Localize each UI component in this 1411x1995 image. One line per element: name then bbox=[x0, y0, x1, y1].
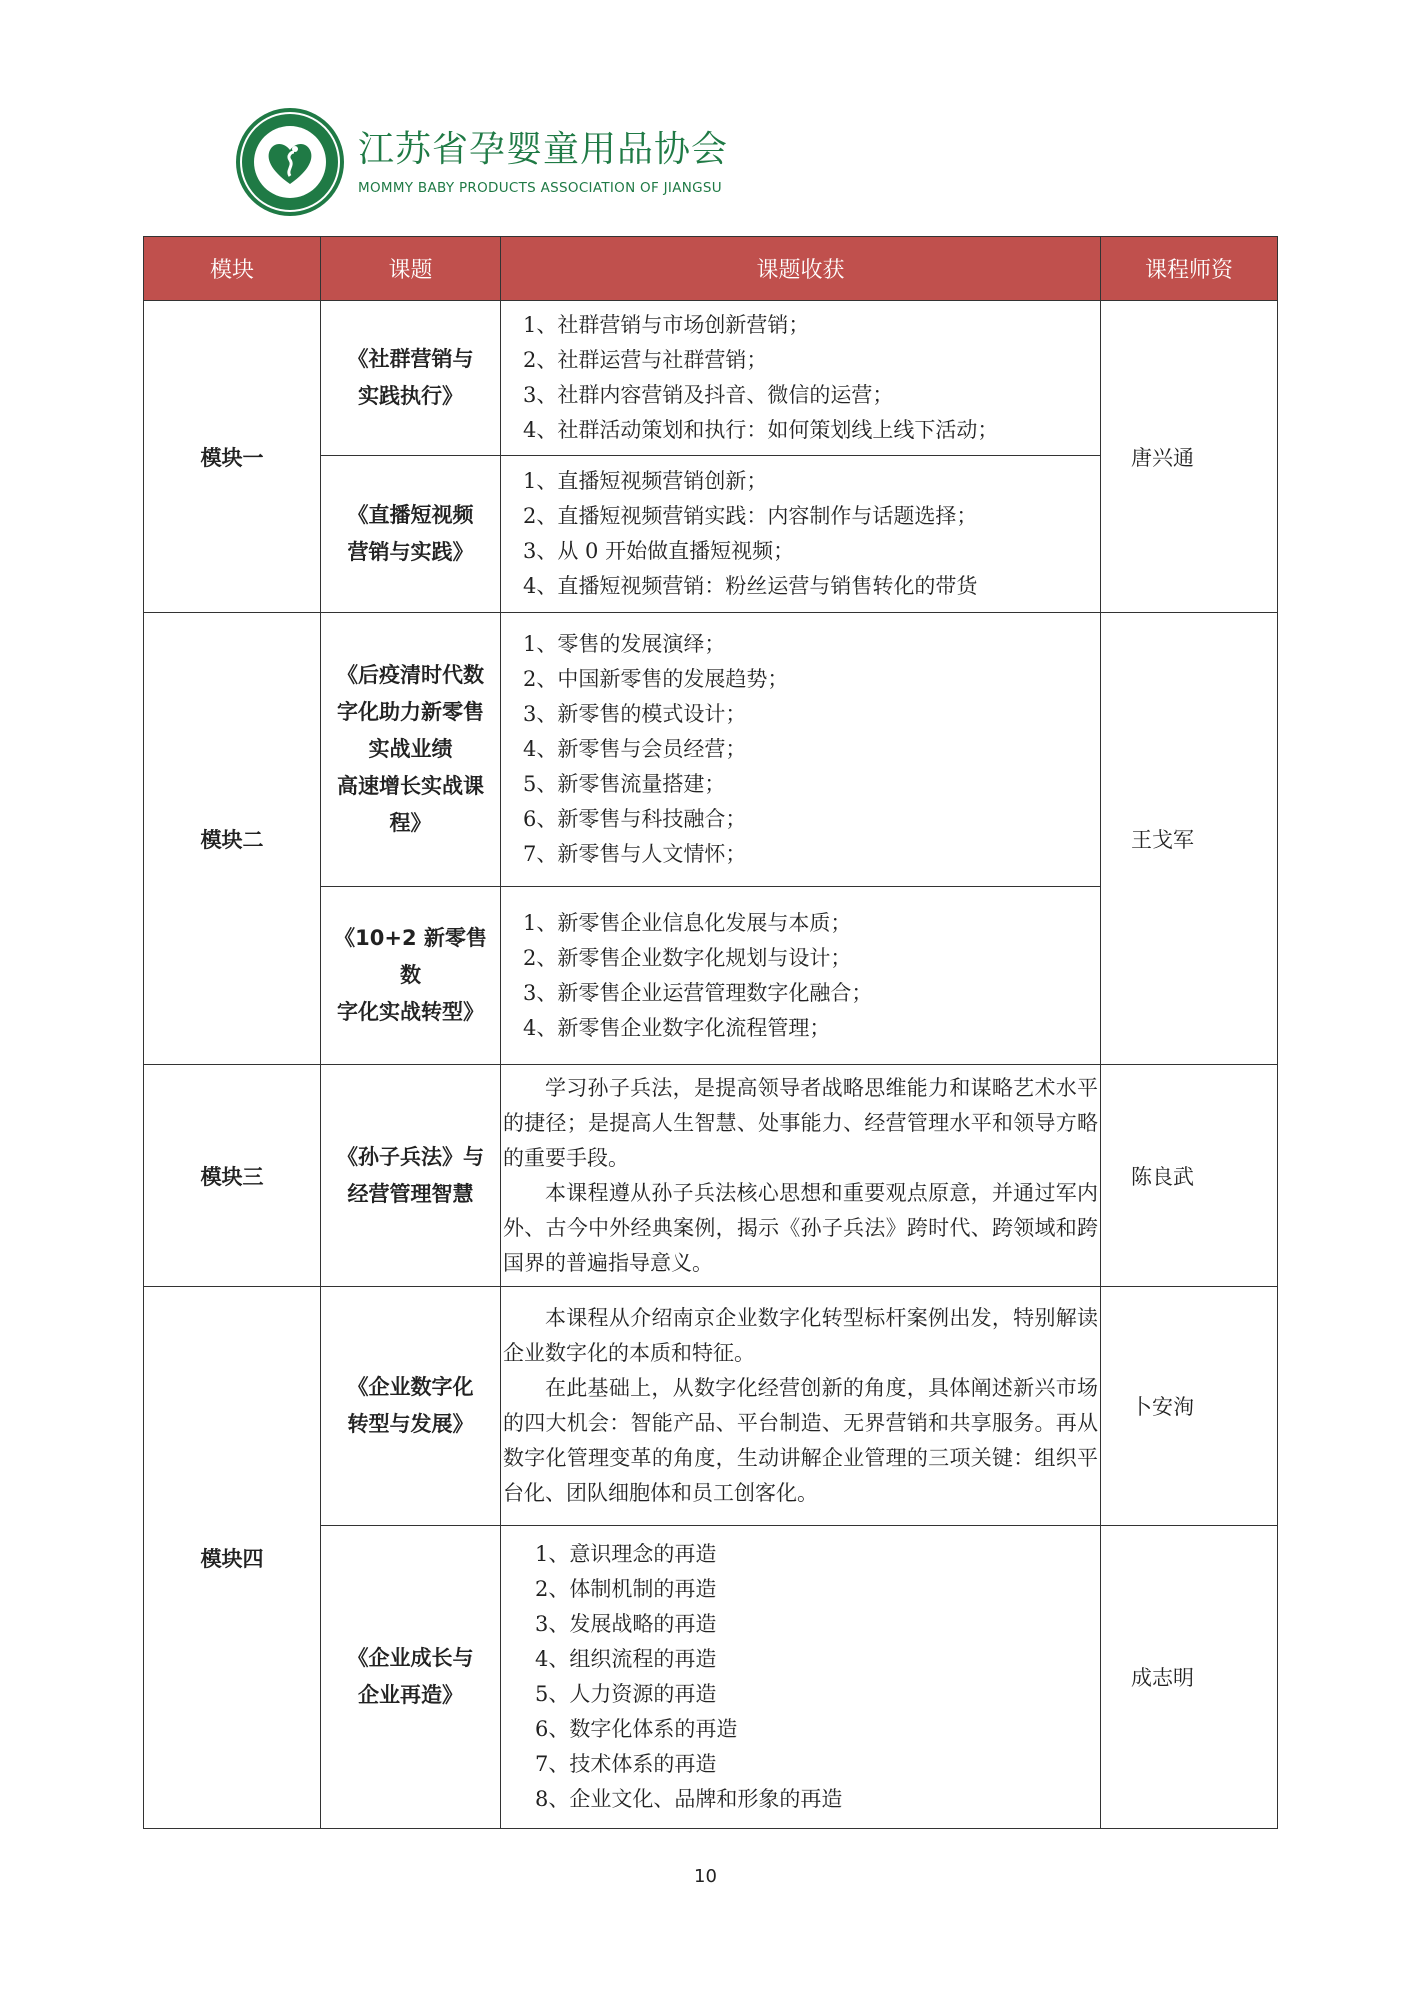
association-seal-icon bbox=[236, 108, 344, 216]
association-logo bbox=[236, 108, 728, 216]
outcomes-cell: 1、直播短视频营销创新； 2、直播短视频营销实践：内容制作与话题选择； 3、从 0 开始做直播短视频； 4、直播短视频营销：粉丝运营与销售转化的带货 bbox=[501, 456, 1101, 613]
header-module: 模块 bbox=[144, 237, 321, 301]
topic-cell: 《直播短视频 营销与实践》 bbox=[321, 456, 501, 613]
outcomes-cell: 1、新零售企业信息化发展与本质； 2、新零售企业数字化规划与设计； 3、新零售企业运营管理数字化融合； 4、新零售企业数字化流程管理； bbox=[501, 887, 1101, 1065]
teacher-cell: 陈良武 bbox=[1101, 1065, 1278, 1287]
module-cell: 模块三 bbox=[144, 1065, 321, 1287]
table-header-row bbox=[144, 237, 1278, 301]
module-cell: 模块一 bbox=[144, 301, 321, 613]
page-number: 10 bbox=[694, 1866, 717, 1887]
course-table bbox=[143, 236, 1278, 1829]
outcomes-cell: 学习孙子兵法，是提高领导者战略思维能力和谋略艺术水平的捷径；是提高人生智慧、处事能力、经营管理水平和领导方略的重要手段。 本课程遵从孙子兵法核心思想和重要观点原意，并通过军内外、古今中外经典案例，揭示《孙子兵法》跨时代、跨领域和跨国界的普遍指导意义。 bbox=[501, 1065, 1101, 1287]
association-name-cn: 江苏省孕婴童用品协会 bbox=[358, 129, 729, 170]
outcomes-cell: 1、零售的发展演绎； 2、中国新零售的发展趋势； 3、新零售的模式设计； 4、新零售与会员经营； 5、新零售流量搭建； 6、新零售与科技融合； 7、新零售与人文情怀； bbox=[501, 613, 1101, 887]
teacher-cell: 王戈军 bbox=[1101, 613, 1278, 1065]
topic-cell: 《后疫清时代数 字化助力新零售 实战业绩 高速增长实战课 程》 bbox=[321, 613, 501, 887]
topic-cell: 《孙子兵法》与 经营管理智慧 bbox=[321, 1065, 501, 1287]
header-teacher: 课程师资 bbox=[1101, 237, 1278, 301]
outcomes-cell: 1、社群营销与市场创新营销； 2、社群运营与社群营销； 3、社群内容营销及抖音、微信的运营； 4、社群活动策划和执行：如何策划线上线下活动； bbox=[501, 301, 1101, 456]
topic-cell: 《10+2 新零售数 字化实战转型》 bbox=[321, 887, 501, 1065]
table-row bbox=[144, 613, 1278, 887]
teacher-cell: 卜安洵 bbox=[1101, 1287, 1278, 1526]
module-cell: 模块四 bbox=[144, 1287, 321, 1829]
header-topic: 课题 bbox=[321, 237, 501, 301]
module-cell: 模块二 bbox=[144, 613, 321, 1065]
teacher-cell: 成志明 bbox=[1101, 1526, 1278, 1829]
teacher-cell: 唐兴通 bbox=[1101, 301, 1278, 613]
table-row bbox=[144, 1287, 1278, 1526]
topic-cell: 《企业数字化 转型与发展》 bbox=[321, 1287, 501, 1526]
topic-cell: 《社群营销与 实践执行》 bbox=[321, 301, 501, 456]
topic-cell: 《企业成长与 企业再造》 bbox=[321, 1526, 501, 1829]
header-outcomes: 课题收获 bbox=[501, 237, 1101, 301]
table-row bbox=[144, 301, 1278, 456]
outcomes-cell: 1、意识理念的再造 2、体制机制的再造 3、发展战略的再造 4、组织流程的再造 5、人力资源的再造 6、数字化体系的再造 7、技术体系的再造 8、企业文化、品牌和形象的再造 bbox=[501, 1526, 1101, 1829]
association-name-en: MOMMY BABY PRODUCTS ASSOCIATION OF JIANGSU bbox=[358, 180, 722, 196]
outcomes-cell: 本课程从介绍南京企业数字化转型标杆案例出发，特别解读企业数字化的本质和特征。 在此基础上，从数字化经营创新的角度，具体阐述新兴市场的四大机会：智能产品、平台制造、无界营销和共享服务。再从数字化管理变革的角度，生动讲解企业管理的三项关键：组织平台化、团队细胞体和员工创客化。 bbox=[501, 1287, 1101, 1526]
table-row bbox=[144, 1065, 1278, 1287]
